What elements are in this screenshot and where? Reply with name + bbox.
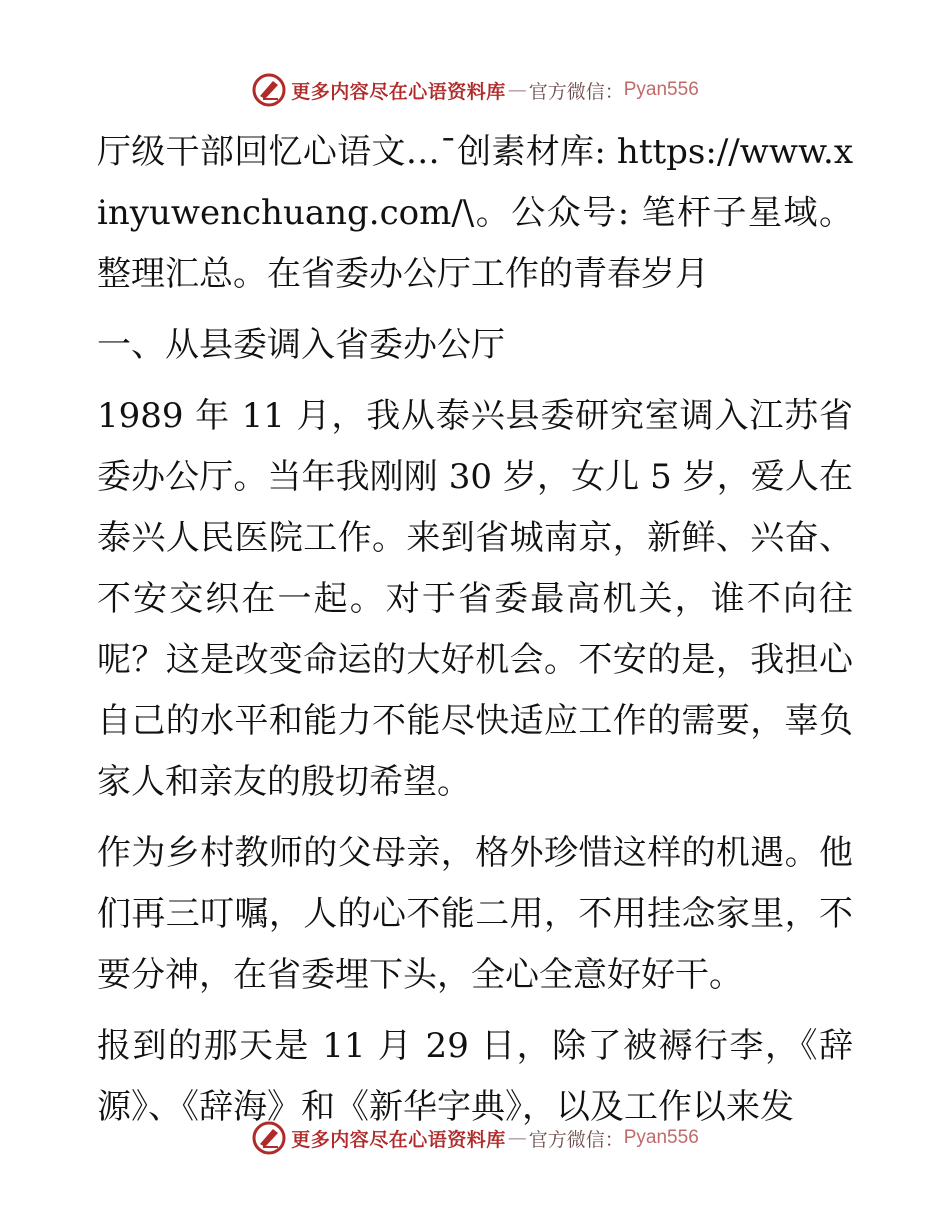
banner-dash: — <box>507 1127 527 1149</box>
banner-wechat-label: 官方微信： <box>528 80 624 103</box>
body-paragraph: 1989 年 11 月，我从泰兴县委研究室调入江苏省委办公厅。当年我刚刚 30 岁，女儿 5 岁，爱人在泰兴人民医院工作。来到省城南京，新鲜、兴奋、不安交织在一起。对于省委最高机关，谁不向往呢？这是改变命运的大好机会。不安的是，我担心自己的水平和能力不能尽快适应工作的需要，辜负家人和亲友的殷切希望。 <box>97 396 853 802</box>
banner-wechat-label: 官方微信： <box>528 1128 624 1151</box>
banner-dash: — <box>507 79 527 101</box>
banner-main-text: 更多内容尽在心语资料库 <box>291 1128 506 1151</box>
banner-main-text: 更多内容尽在心语资料库 <box>291 80 506 103</box>
header-banner <box>0 70 950 110</box>
banner-wechat-id: Pyan556 <box>623 1127 699 1148</box>
footer-banner <box>0 1118 950 1158</box>
brand-logo-icon <box>251 1120 287 1156</box>
section-heading: 一、从县委调入省委办公厅 <box>97 325 505 365</box>
body-paragraph: 作为乡村教师的父母亲，格外珍惜这样的机遇。他们再三叮嘱，人的心不能二用，不用挂念家里，不要分神，在省委埋下头，全心全意好好干。 <box>97 833 853 995</box>
document-body <box>97 122 853 1138</box>
brand-logo-icon <box>251 72 287 108</box>
intro-paragraph: 厅级干部回忆心语文…¯创素材库: https://www.xinyuwenchuang.com/\。公众号: 笔杆子星域。整理汇总。在省委办公厅工作的青春岁月 <box>97 132 853 294</box>
banner-wechat-id: Pyan556 <box>623 79 699 100</box>
body-paragraph: 报到的那天是 11 月 29 日，除了被褥行李，《辞源》、《辞海》和《新华字典》，以及工作以来发 <box>97 1026 853 1127</box>
